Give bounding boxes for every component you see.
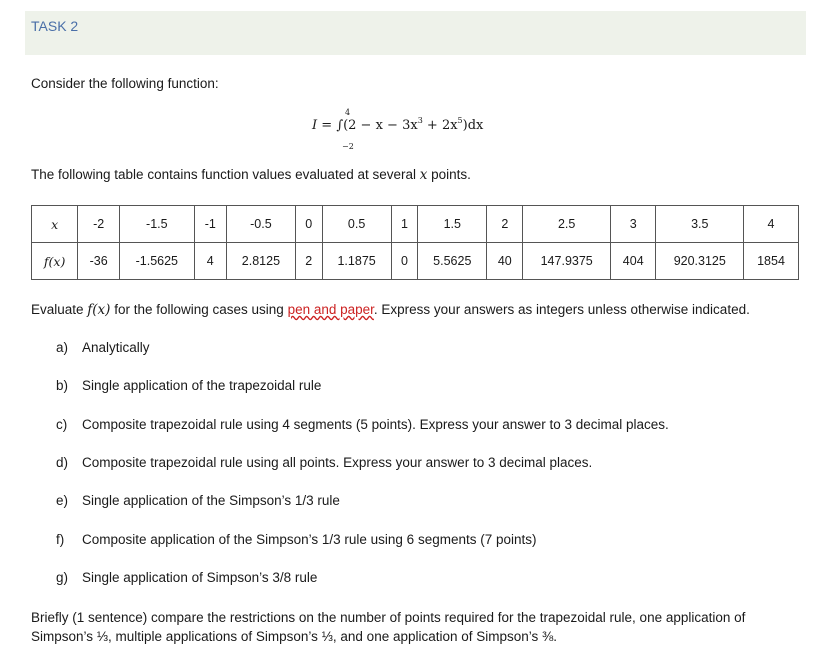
- table-intro-before: The following table contains function values evaluated at several: [31, 167, 420, 182]
- fx-cell: 404: [610, 243, 656, 280]
- fx-cell: 0: [391, 243, 418, 280]
- fx-cell: 2.8125: [226, 243, 295, 280]
- list-item: [56, 493, 340, 508]
- integral-equation: [312, 108, 552, 152]
- item-letter: a): [56, 340, 69, 355]
- list-item: [56, 532, 537, 547]
- item-letter: b): [56, 378, 69, 393]
- x-cell: 2.5: [523, 206, 611, 243]
- x-cell: -0.5: [226, 206, 295, 243]
- x-cell: -2: [78, 206, 120, 243]
- pen-and-paper-emphasis: pen and paper: [287, 302, 374, 317]
- fx-cell: 1854: [744, 243, 799, 280]
- x-cell: 0.5: [322, 206, 391, 243]
- x-label: x: [32, 206, 78, 243]
- equation-part-3: )dx: [462, 118, 484, 133]
- fx-row: [32, 243, 799, 280]
- lower-limit: −2: [342, 142, 354, 151]
- task-title: TASK 2: [31, 18, 79, 34]
- x-cell: -1.5: [120, 206, 194, 243]
- fx-cell: -36: [78, 243, 120, 280]
- fx-cell: 2: [295, 243, 322, 280]
- list-item: [56, 417, 669, 432]
- table-intro-var: x: [419, 167, 428, 183]
- item-letter: e): [56, 493, 69, 508]
- fx-cell: 4: [194, 243, 226, 280]
- x-cell: 4: [744, 206, 799, 243]
- x-cell: 3: [610, 206, 656, 243]
- list-item: [56, 378, 321, 393]
- list-item: [56, 455, 592, 470]
- instructions-middle: for the following cases using: [110, 302, 288, 317]
- exponent-3: 3: [417, 116, 423, 125]
- fx-label: f(x): [32, 243, 78, 280]
- x-cell: 1.5: [418, 206, 487, 243]
- fx-cell: 5.5625: [418, 243, 487, 280]
- item-text: Composite application of the Simpson’s 1/3 rule using 6 segments (7 points): [82, 532, 537, 547]
- item-letter: d): [56, 455, 69, 470]
- fx-cell: -1.5625: [120, 243, 194, 280]
- function-values-table: [31, 205, 799, 280]
- equation-part-2: + 2x: [422, 118, 458, 133]
- instructions: [31, 302, 750, 318]
- upper-limit: 4: [345, 108, 351, 117]
- x-cell: 1: [391, 206, 418, 243]
- fx-cell: 147.9375: [523, 243, 611, 280]
- equation-part-1: ∫(2 − x − 3x: [336, 118, 418, 133]
- list-item: [56, 340, 150, 355]
- fx-cell: 40: [487, 243, 523, 280]
- intro-text: Consider the following function:: [31, 76, 219, 91]
- item-text: Analytically: [82, 340, 150, 355]
- item-text: Single application of Simpson’s 3/8 rule: [82, 570, 318, 585]
- item-letter: c): [56, 417, 68, 432]
- item-text: Single application of the Simpson’s 1/3 rule: [82, 493, 340, 508]
- x-cell: 3.5: [656, 206, 744, 243]
- x-cell: 2: [487, 206, 523, 243]
- item-letter: g): [56, 570, 69, 585]
- fx-cell: 920.3125: [656, 243, 744, 280]
- item-text: Single application of the trapezoidal rule: [82, 378, 322, 393]
- x-row: [32, 206, 799, 243]
- item-text: Composite trapezoidal rule using all points. Express your answer to 3 decimal places.: [82, 455, 593, 470]
- fx-cell: 1.1875: [322, 243, 391, 280]
- table-intro-after: points.: [427, 167, 471, 182]
- task-header: [25, 11, 806, 55]
- item-text: Composite trapezoidal rule using 4 segments (5 points). Express your answer to 3 decimal places.: [82, 417, 669, 432]
- instructions-before: Evaluate: [31, 302, 88, 317]
- x-cell: 0: [295, 206, 322, 243]
- equation-body: [312, 118, 483, 133]
- instructions-func: f(x): [87, 302, 111, 318]
- final-question: Briefly (1 sentence) compare the restrictions on the number of points required for the trapezoidal rule, one application of Simpson’s ⅓, multiple applications of Simpson’s ⅓, and one application of Simpson’s ⅜.: [31, 610, 746, 644]
- exponent-5: 5: [457, 116, 463, 125]
- x-cell: -1: [194, 206, 226, 243]
- equation-lhs: I =: [312, 118, 333, 133]
- instructions-after: . Express your answers as integers unless otherwise indicated.: [373, 302, 750, 317]
- item-letter: f): [56, 532, 65, 547]
- table-intro: [31, 167, 471, 183]
- list-item: [56, 570, 317, 585]
